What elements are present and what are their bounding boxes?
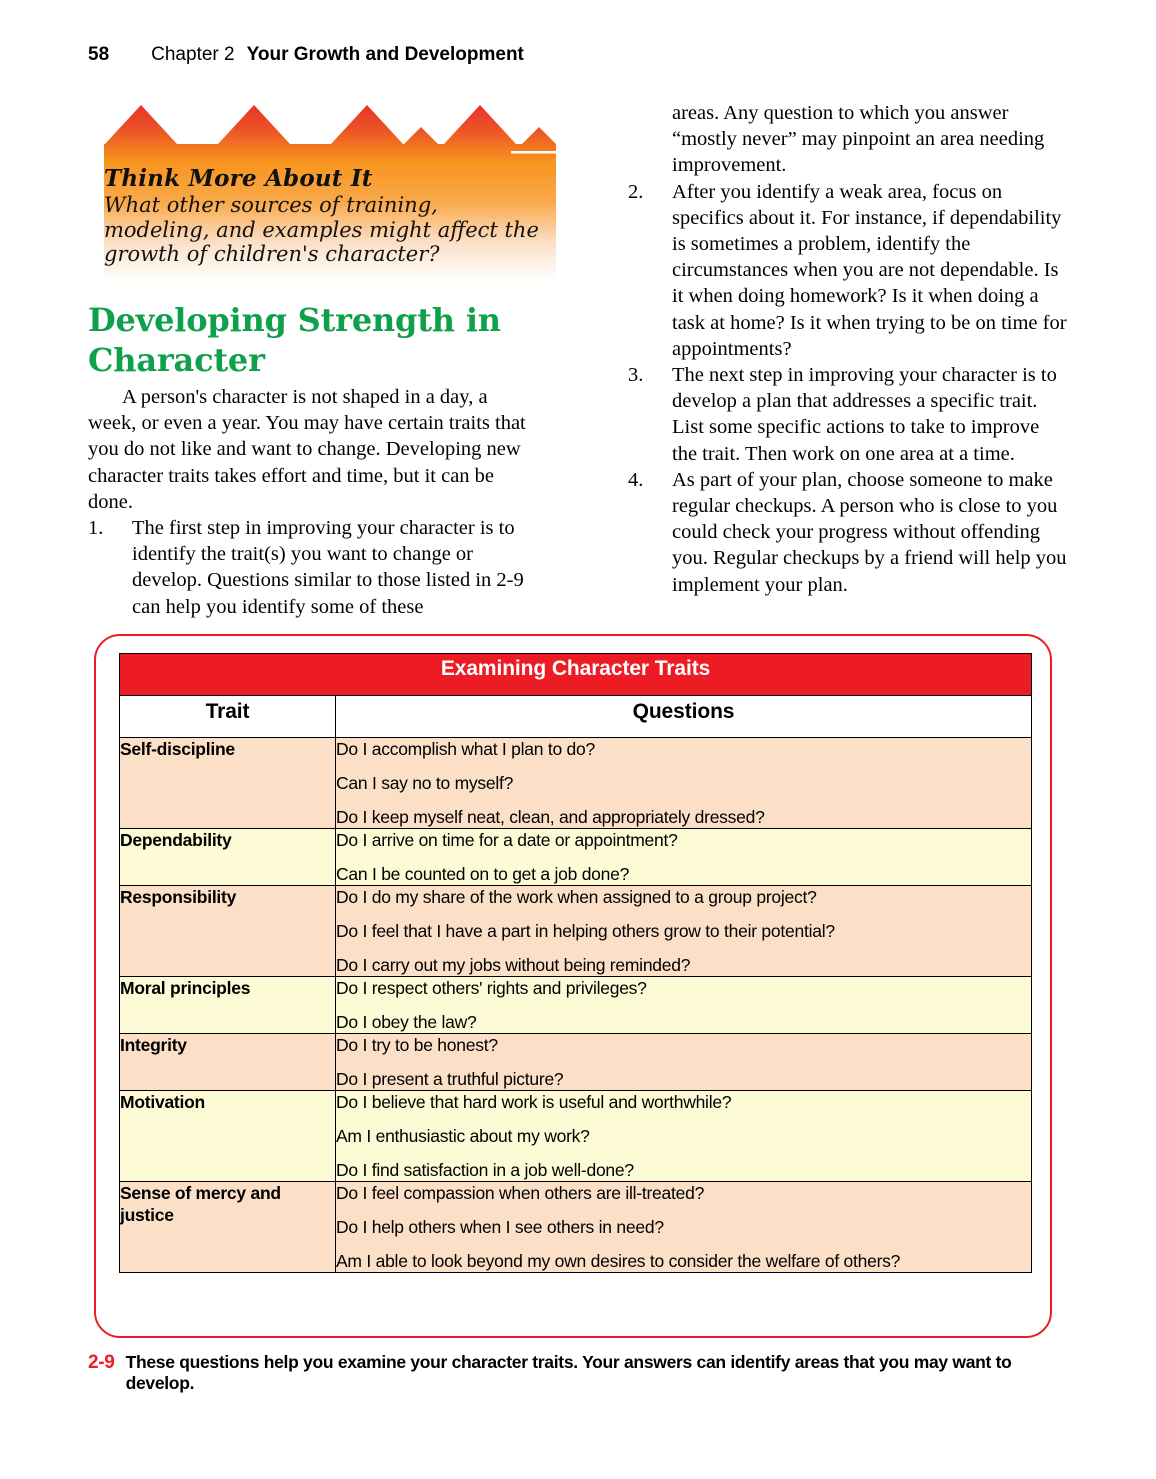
examining-character-traits-table	[119, 653, 1032, 1273]
question-line: Do I accomplish what I plan to do?	[336, 739, 596, 759]
question-line: Do I obey the law?	[336, 1012, 477, 1032]
questions-cell	[336, 1182, 1032, 1273]
trait-cell: Dependability	[120, 829, 336, 886]
questions-cell	[336, 738, 1032, 829]
question-line: Do I feel that I have a part in helping others grow to their potential?	[336, 921, 835, 941]
table-title-row	[120, 654, 1032, 696]
list-item-text: The next step in improving your character is to develop a plan that addresses a specific trait. List some specific actions to take to improve the trait. Then work on one area at a time.	[672, 364, 1057, 465]
figure-number: 2-9	[88, 1352, 115, 1373]
question-line: Do I do my share of the work when assigned to a group project?	[336, 887, 817, 907]
question-line: Do I present a truthful picture?	[336, 1069, 564, 1089]
list-item	[628, 179, 1068, 362]
intro-paragraph: A person's character is not shaped in a day, a week, or even a year. You may have certain traits that you do not like and want to change. Developing new character traits takes effort and time, but it can be done.	[88, 386, 526, 513]
question-line: Do I believe that hard work is useful and worthwhile?	[336, 1092, 732, 1112]
list-item-number: 3.	[628, 364, 644, 387]
figure-caption-text: These questions help you examine your character traits. Your answers can identify areas that you may want to develop.	[125, 1352, 1012, 1393]
think-more-about-it-box	[104, 104, 556, 282]
table-row	[120, 738, 1032, 829]
steps-list-right	[628, 179, 1068, 598]
page-number: 58	[88, 44, 110, 65]
questions-cell	[336, 829, 1032, 886]
right-column	[628, 100, 1068, 598]
table-row	[120, 1034, 1032, 1091]
trait-cell: Moral principles	[120, 977, 336, 1034]
list-item-number: 4.	[628, 468, 644, 491]
question-line: Am I enthusiastic about my work?	[336, 1126, 590, 1146]
question-line: Do I try to be honest?	[336, 1035, 498, 1055]
trait-cell: Self-discipline	[120, 738, 336, 829]
list-item-text: The first step in improving your character is to identify the trait(s) you want to change or develop. Questions similar to those listed in 2-9 can help you identify some of these	[132, 517, 524, 618]
table-row	[120, 886, 1032, 977]
column-header-trait: Trait	[120, 696, 336, 738]
question-line: Do I respect others' rights and privileges?	[336, 978, 647, 998]
questions-cell	[336, 1034, 1032, 1091]
question-line: Can I be counted on to get a job done?	[336, 864, 630, 884]
feature-box-question: What other sources of training, modeling, and examples might affect the growth of children's character?	[104, 193, 539, 266]
list-item	[628, 467, 1068, 598]
trait-cell: Integrity	[120, 1034, 336, 1091]
question-line: Do I arrive on time for a date or appointment?	[336, 830, 678, 850]
chapter-label: Chapter 2	[151, 44, 235, 65]
question-line: Do I help others when I see others in need?	[336, 1217, 664, 1237]
table-row	[120, 1091, 1032, 1182]
running-head	[88, 44, 524, 66]
list-item	[88, 515, 540, 620]
table-row	[120, 829, 1032, 886]
list-item-text: As part of your plan, choose someone to make regular checkups. A person who is close to you could check your progress without offending you. Regular checkups by a friend will help you implement your plan.	[672, 468, 1067, 596]
table-header-row	[120, 696, 1032, 738]
table-row	[120, 1182, 1032, 1273]
list-item-number: 1.	[88, 517, 104, 540]
left-column	[88, 300, 540, 620]
feature-box-text	[104, 162, 556, 267]
figure-caption	[88, 1352, 1078, 1394]
list-item-continuation: areas. Any question to which you answer “mostly never” may pinpoint an area needing improvement.	[672, 102, 1045, 177]
table-title: Examining Character Traits	[120, 654, 1032, 696]
list-item-number: 2.	[628, 180, 644, 203]
questions-cell	[336, 886, 1032, 977]
questions-cell	[336, 977, 1032, 1034]
table-row	[120, 977, 1032, 1034]
questions-cell	[336, 1091, 1032, 1182]
question-line: Can I say no to myself?	[336, 773, 514, 793]
question-line: Do I feel compassion when others are ill-treated?	[336, 1183, 705, 1203]
trait-cell: Motivation	[120, 1091, 336, 1182]
page-title: Developing Strength in Character	[88, 301, 501, 379]
question-line: Do I find satisfaction in a job well-done?	[336, 1160, 634, 1180]
question-line: Do I carry out my jobs without being reminded?	[336, 955, 691, 975]
chapter-title: Your Growth and Development	[246, 44, 524, 65]
question-line: Am I able to look beyond my own desires to consider the welfare of others?	[336, 1251, 901, 1271]
figure-2-9	[94, 634, 1052, 1338]
feature-box-title: Think More About It	[104, 165, 373, 192]
column-header-questions: Questions	[336, 696, 1032, 738]
trait-cell: Responsibility	[120, 886, 336, 977]
list-item-text: After you identify a weak area, focus on specifics about it. For instance, if dependability is sometimes a problem, identify the circumstances when you are not dependable. Is it when doing homework? Is it when doing a task at home? Is it when trying to be on time for appointments?	[672, 180, 1067, 360]
steps-list-left	[88, 515, 540, 620]
trait-cell: Sense of mercy and justice	[120, 1182, 336, 1273]
question-line: Do I keep myself neat, clean, and appropriately dressed?	[336, 807, 765, 827]
list-item	[628, 362, 1068, 467]
